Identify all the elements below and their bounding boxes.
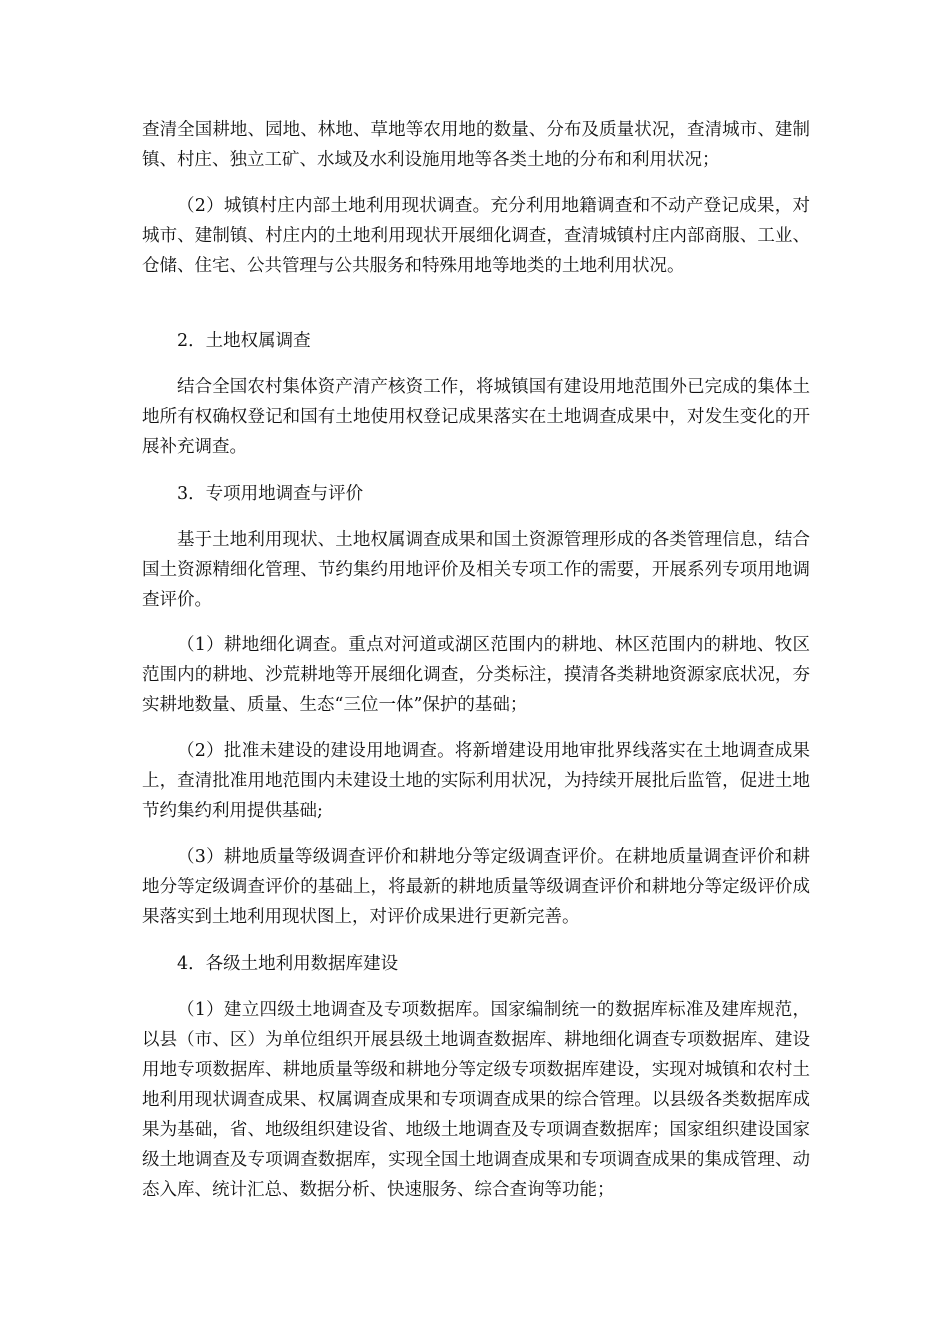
paragraph-land-survey-continued: 查清全国耕地、园地、林地、草地等农用地的数量、分布及质量状况，查清城市、建制镇、村庄、独立工矿、水域及水利设施用地等各类土地的分布和利用状况；: [142, 120, 810, 170]
paragraph-special-land-intro: 基于土地利用现状、土地权属调查成果和国土资源管理形成的各类管理信息，结合国土资源精细化管理、节约集约用地评价及相关专项工作的需要，开展系列专项用地调查评价。: [142, 530, 810, 610]
paragraph-farmland-detail-survey: （1）耕地细化调查。重点对河道或湖区范围内的耕地、林区范围内的耕地、牧区范围内的耕地、沙荒耕地等开展细化调查，分类标注，摸清各类耕地资源家底状况，夯实耕地数量、质量、生态“三位一体”保护的基础；: [142, 635, 810, 715]
heading-database-construction: 4．各级土地利用数据库建设: [177, 954, 399, 974]
heading-special-land-survey: 3．专项用地调查与评价: [177, 484, 364, 504]
paragraph-land-ownership: 结合全国农村集体资产清产核资工作，将城镇国有建设用地范围外已完成的集体土地所有权确权登记和国有土地使用权登记成果落实在土地调查成果中，对发生变化的开展补充调查。: [142, 377, 810, 457]
paragraph-farmland-quality-evaluation: （3）耕地质量等级调查评价和耕地分等定级调查评价。在耕地质量调查评价和耕地分等定级调查评价的基础上，将最新的耕地质量等级调查评价和耕地分等定级评价成果落实到土地利用现状图上，对评价成果进行更新完善。: [142, 847, 810, 927]
paragraph-approved-unbuilt-survey: （2）批准未建设的建设用地调查。将新增建设用地审批界线落实在土地调查成果上，查清批准用地范围内未建设土地的实际利用状况，为持续开展批后监管，促进土地节约集约利用提供基础;: [142, 741, 810, 821]
heading-land-ownership-survey: 2．土地权属调查: [177, 331, 311, 351]
paragraph-urban-village-survey: （2）城镇村庄内部土地利用现状调查。充分利用地籍调查和不动产登记成果，对城市、建制镇、村庄内的土地利用现状开展细化调查，查清城镇村庄内部商服、工业、仓储、住宅、公共管理与公共服务和特殊用地等地类的土地利用状况。: [142, 196, 810, 276]
paragraph-four-level-database: （1）建立四级土地调查及专项数据库。国家编制统一的数据库标准及建库规范，以县（市、区）为单位组织开展县级土地调查数据库、耕地细化调查专项数据库、建设用地专项数据库、耕地质量等级和耕地分等定级专项数据库建设，实现对城镇和农村土地利用现状调查成果、权属调查成果和专项调查成果的综合管理。以县级各类数据库成果为基础，省、地级组织建设省、地级土地调查及专项调查数据库；国家组织建设国家级土地调查及专项调查数据库，实现全国土地调查成果和专项调查成果的集成管理、动态入库、统计汇总、数据分析、快速服务、综合查询等功能；: [142, 1000, 810, 1200]
